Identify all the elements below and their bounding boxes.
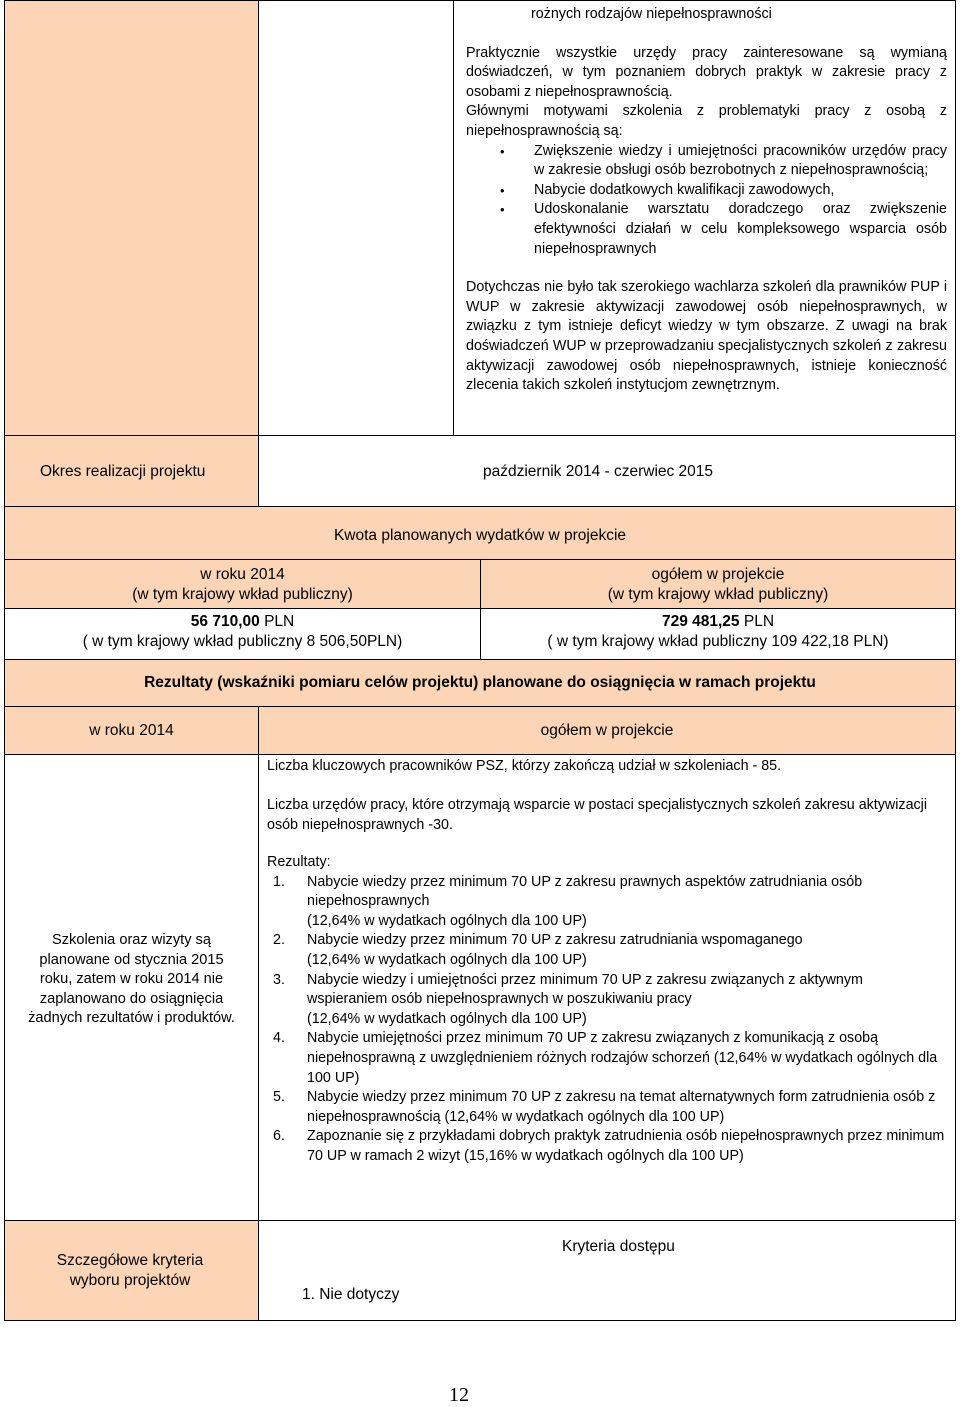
- item-number: 3.: [273, 971, 285, 988]
- results-header: [4, 659, 956, 707]
- list-item: • Udoskonalanie warsztatu doradczego oraz zwiększenie efektywności działań w celu kompleksowego wsparcia osób niepełnosprawnych: [466, 200, 947, 259]
- budget-2014-title: w roku 2014: [200, 566, 285, 583]
- top-left-cell: [4, 0, 259, 436]
- top-para1: Praktycznie wszystkie urzędy pracy zainteresowane są wymianą doświadczeń, w tym poznaniem dobrych praktyk w zakresie pracy z osobami z niepełnosprawnością.: [466, 44, 947, 100]
- budget-total-sub: (w tym krajowy wkład publiczny): [607, 586, 829, 603]
- item-number: 2.: [273, 932, 285, 949]
- item-number: 5.: [273, 1089, 285, 1106]
- top-para2: Głównymi motywami szkolenia z problematyki pracy z osobą z niepełnosprawnością są:: [466, 103, 947, 139]
- item-number: 1.: [273, 873, 285, 890]
- budget-total-currency: PLN: [743, 613, 775, 630]
- period-value: październik 2014 - czerwiec 2015: [483, 463, 714, 480]
- budget-2014-currency: PLN: [264, 613, 295, 630]
- results-left-note: Szkolenia oraz wizyty są planowane od stycznia 2015 roku, zatem w roku 2014 nie zaplanowano do osiągnięcia żadnych rezultatów i produktów.: [28, 932, 235, 1027]
- motives-list: [466, 142, 947, 260]
- budget-total-detail: ( w tym krajowy wkład publiczny 109 422,18 PLN): [547, 633, 889, 650]
- item-text: Nabycie wiedzy i umiejętności przez minimum 70 UP z zakresu związanych z aktywnym wspieraniem osób niepełnosprawnych w poszukiwaniu pracy: [307, 971, 863, 1008]
- criteria-access-title: Kryteria dostępu: [562, 1238, 675, 1255]
- list-item: [267, 1088, 947, 1127]
- list-item: [267, 931, 947, 970]
- item-text: Nabycie umiejętności przez minimum 70 UP z zakresu związanych z komunikacją z osobą niepełnosprawną z uwzględnieniem różnych rodzajów schorzeń (12,64% w wydatkach ogólnych dla 100 UP): [307, 1030, 938, 1086]
- budget-2014-header: [4, 559, 481, 609]
- list-item: • Nabycie dodatkowych kwalifikacji zawodowych,: [466, 181, 947, 201]
- item-number: 4.: [273, 1030, 285, 1047]
- top-first-line: rożnych rodzajów niepełnosprawności: [531, 6, 772, 22]
- results-total-header: [258, 706, 956, 755]
- results-list-block: [267, 853, 947, 1167]
- item-text: Nabycie wiedzy przez minimum 70 UP z zakresu prawnych aspektów zatrudniania osób niepełnosprawnych: [307, 873, 863, 910]
- budget-2014-detail: ( w tym krajowy wkład publiczny 8 506,50PLN): [82, 633, 403, 650]
- budget-header-text: Kwota planowanych wydatków w projekcie: [333, 527, 627, 544]
- indicator-2: Liczba urzędów pracy, które otrzymają wsparcie w postaci specjalistycznych szkoleń zakresu aktywizacji osób niepełnosprawnych -30.: [267, 797, 928, 833]
- budget-2014-cell: [4, 608, 481, 660]
- item-number: 6.: [273, 1128, 285, 1145]
- list-item: [267, 971, 947, 1030]
- results-list: [267, 873, 947, 1167]
- results-2014-label: w roku 2014: [89, 722, 174, 739]
- list-item: [267, 873, 947, 932]
- criteria-value-cell: [258, 1220, 956, 1321]
- top-spacer-cell: [258, 0, 454, 436]
- budget-total-header: [480, 559, 956, 609]
- results-total-label: ogółem w projekcie: [540, 722, 674, 739]
- item-extra: (12,64% w wydatkach ogólnych dla 100 UP): [307, 1010, 587, 1027]
- indicator-1: Liczba kluczowych pracowników PSZ, którzy zakończą udział w szkoleniach - 85.: [267, 758, 782, 774]
- budget-2014-sub: (w tym krajowy wkład publiczny): [132, 586, 353, 603]
- budget-total-cell: [480, 608, 956, 660]
- budget-2014-amount: 56 710,00: [190, 613, 260, 630]
- criteria-label: Szczegółowe kryteria wyboru projektów: [56, 1252, 204, 1289]
- list-item: [267, 1029, 947, 1088]
- top-text-cell: [453, 0, 956, 436]
- list-item: [267, 1127, 947, 1166]
- results-2014-header: [4, 706, 259, 755]
- budget-header: [4, 506, 956, 560]
- criteria-access-item: 1. Nie dotyczy: [302, 1286, 400, 1303]
- item-text: Nabycie wiedzy przez minimum 70 UP z zakresu zatrudniania wspomaganego: [307, 932, 803, 949]
- item-extra: (12,64% w wydatkach ogólnych dla 100 UP): [307, 951, 587, 968]
- results-title: Rezultaty:: [267, 854, 331, 870]
- period-label: Okres realizacji projektu: [40, 463, 206, 480]
- budget-total-title: ogółem w projekcie: [651, 566, 785, 583]
- item-text: Nabycie wiedzy przez minimum 70 UP z zakresu na temat alternatywnych form zatrudnienia osób z niepełnosprawnością (12,64% w wydatkach ogólnych dla 100 UP): [307, 1089, 936, 1125]
- list-item: • Zwiększenie wiedzy i umiejętności pracowników urzędów pracy w zakresie obsługi osób bezrobotnych z niepełnosprawnością;: [466, 142, 947, 181]
- item-text: Zapoznanie się z przykładami dobrych praktyk zatrudnienia osób niepełnosprawnych przez minimum 70 UP w ramach 2 wizyt (15,16% w wydatkach ogólnych dla 100 UP): [307, 1128, 945, 1164]
- page-number: 12: [449, 1384, 469, 1406]
- top-para3: Dotychczas nie było tak szerokiego wachlarza szkoleń dla prawników PUP i WUP w zakresie aktywizacji zawodowej osób niepełnosprawnych, w związku z tym istnieje deficyt wiedzy w tym obszarze. Z uwagi na brak doświadczeń WUP w przeprowadzaniu specjalistycznych szkoleń z zakresu aktywizacji zawodowej osób niepełnosprawnych, istnieje konieczność zlecenia takich szkoleń instytucjom zewnętrznym.: [466, 279, 947, 394]
- item-extra: (12,64% w wydatkach ogólnych dla 100 UP): [307, 912, 587, 929]
- results-header-text: Rezultaty (wskaźniki pomiaru celów projektu) planowane do osiągnięcia w ramach projektu: [144, 674, 816, 691]
- budget-total-amount: 729 481,25: [661, 613, 740, 630]
